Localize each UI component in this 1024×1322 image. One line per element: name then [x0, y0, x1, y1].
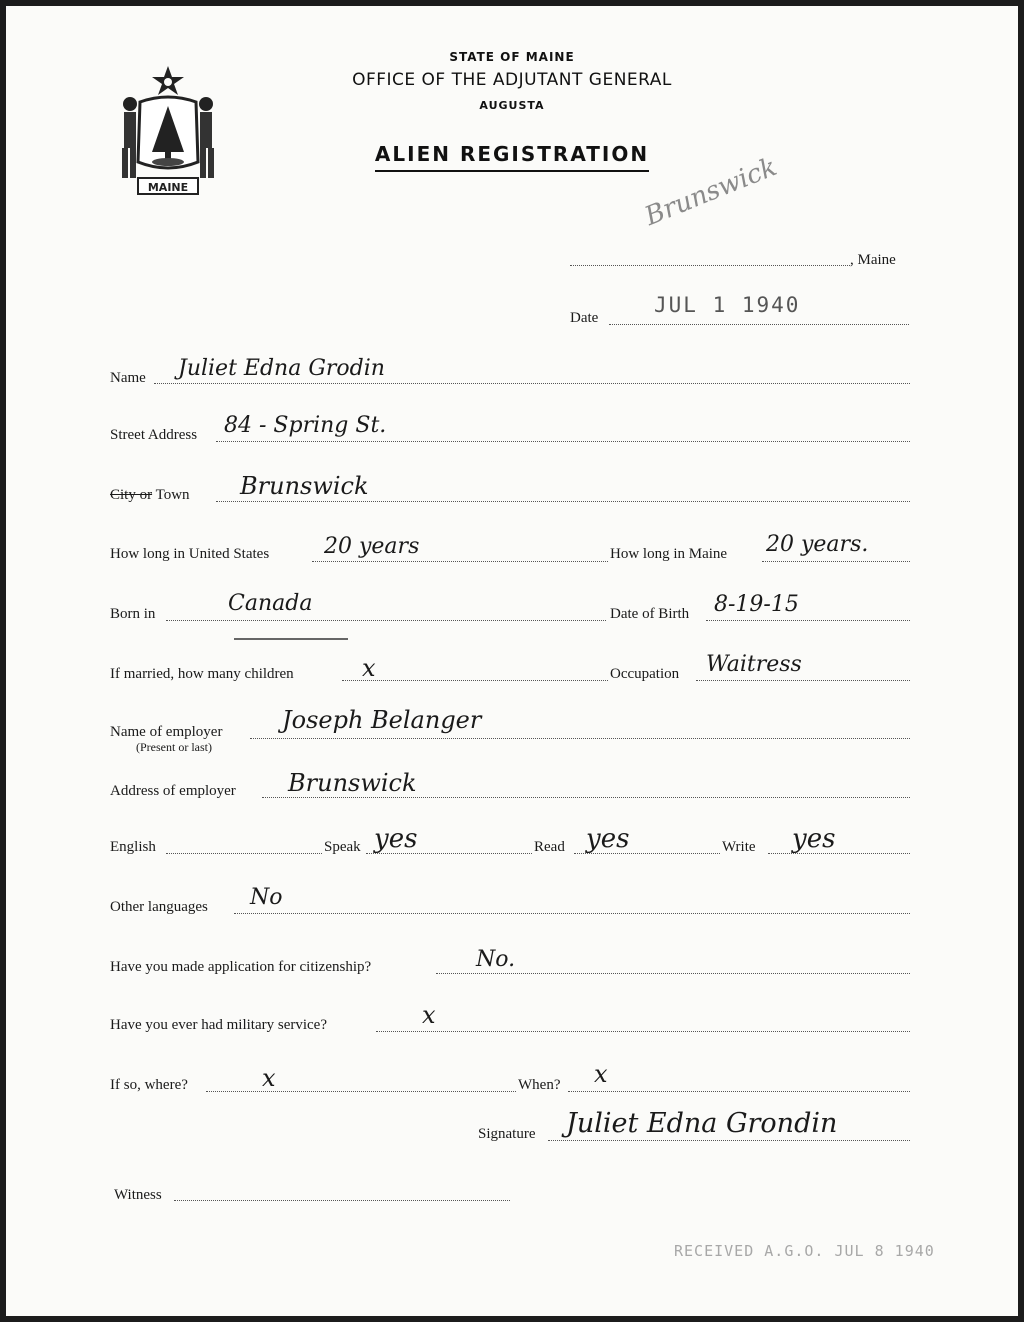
where-value: x	[262, 1064, 276, 1092]
how-long-us-line	[312, 561, 608, 562]
read-value: yes	[586, 824, 630, 854]
date-line	[609, 324, 909, 325]
where-label: If so, where?	[110, 1077, 188, 1093]
name-label: Name	[110, 370, 146, 386]
read-label: Read	[534, 839, 565, 855]
english-label: English	[110, 839, 156, 855]
employer-address-line	[262, 797, 910, 798]
employer-address-label: Address of employer	[110, 783, 236, 799]
town-line	[216, 501, 910, 502]
born-in-line	[166, 620, 606, 621]
street-label: Street Address	[110, 427, 198, 443]
employer-value: Joseph Belanger	[282, 706, 482, 734]
street-line	[216, 441, 910, 442]
other-languages-value: No	[250, 885, 283, 910]
where-line	[206, 1091, 516, 1092]
occupation-label: Occupation	[610, 666, 680, 682]
town-value: Brunswick	[240, 472, 369, 500]
born-in-label: Born in	[110, 606, 156, 622]
citizenship-value: No.	[476, 947, 516, 972]
header-state: STATE OF MAINE	[449, 50, 575, 64]
children-value: x	[362, 654, 376, 682]
dob-line	[706, 620, 910, 621]
citizenship-label: Have you made application for citizenship?	[110, 959, 372, 975]
other-languages-label: Other languages	[110, 899, 208, 915]
witness-label: Witness	[114, 1187, 162, 1203]
town-top-value: Brunswick	[640, 152, 782, 232]
svg-text:MAINE: MAINE	[147, 181, 189, 194]
signature-line	[548, 1140, 910, 1141]
military-line	[376, 1031, 910, 1032]
form-title	[6, 142, 1018, 172]
speak-label: Speak	[324, 839, 361, 855]
city-label-struck: City or	[110, 487, 153, 503]
dob-value: 8-19-15	[714, 592, 799, 617]
employer-line	[250, 738, 910, 739]
street-value: 84 - Spring St.	[224, 413, 387, 438]
witness-line	[174, 1200, 510, 1201]
when-label: When?	[518, 1077, 561, 1093]
how-long-maine-line	[762, 561, 910, 562]
form-title-text: ALIEN REGISTRATION	[375, 142, 649, 172]
occupation-line	[696, 680, 910, 681]
born-in-underline	[234, 638, 348, 640]
employer-address-value: Brunswick	[288, 769, 417, 797]
dob-label: Date of Birth	[610, 606, 690, 622]
town-label: Town	[155, 487, 190, 503]
when-line	[568, 1091, 910, 1092]
header-office: OFFICE OF THE ADJUTANT GENERAL	[352, 70, 672, 90]
maine-label: , Maine	[850, 252, 896, 268]
how-long-maine-value: 20 years.	[766, 532, 869, 557]
born-in-value: Canada	[228, 591, 313, 616]
military-value: x	[422, 1001, 436, 1029]
date-stamp: JUL 1 1940	[654, 293, 801, 317]
signature-label: Signature	[478, 1126, 536, 1142]
registration-form	[6, 6, 1018, 1316]
employer-sub-label: (Present or last)	[136, 740, 212, 754]
how-long-us-value: 20 years	[324, 534, 420, 559]
date-label: Date	[570, 310, 599, 326]
employer-label: Name of employer	[110, 724, 223, 740]
received-stamp: RECEIVED A.G.O. JUL 8 1940	[674, 1242, 935, 1260]
town-top-line	[570, 265, 850, 266]
write-label: Write	[722, 839, 756, 855]
when-value: x	[594, 1060, 608, 1088]
other-languages-line	[234, 913, 910, 914]
children-label: If married, how many children	[110, 666, 294, 682]
military-label: Have you ever had military service?	[110, 1017, 327, 1033]
name-value: Juliet Edna Grodin	[178, 356, 385, 381]
speak-value: yes	[374, 824, 418, 854]
signature-value: Juliet Edna Grondin	[566, 1108, 838, 1139]
children-line	[342, 680, 608, 681]
english-line	[166, 853, 322, 854]
citizenship-line	[436, 973, 910, 974]
how-long-maine-label: How long in Maine	[610, 546, 728, 562]
how-long-us-label: How long in United States	[110, 546, 270, 562]
write-line	[768, 853, 910, 854]
town-label-row	[110, 487, 190, 504]
write-value: yes	[792, 824, 836, 854]
occupation-value: Waitress	[706, 652, 802, 677]
header-city: AUGUSTA	[479, 99, 545, 112]
name-line	[154, 383, 910, 384]
